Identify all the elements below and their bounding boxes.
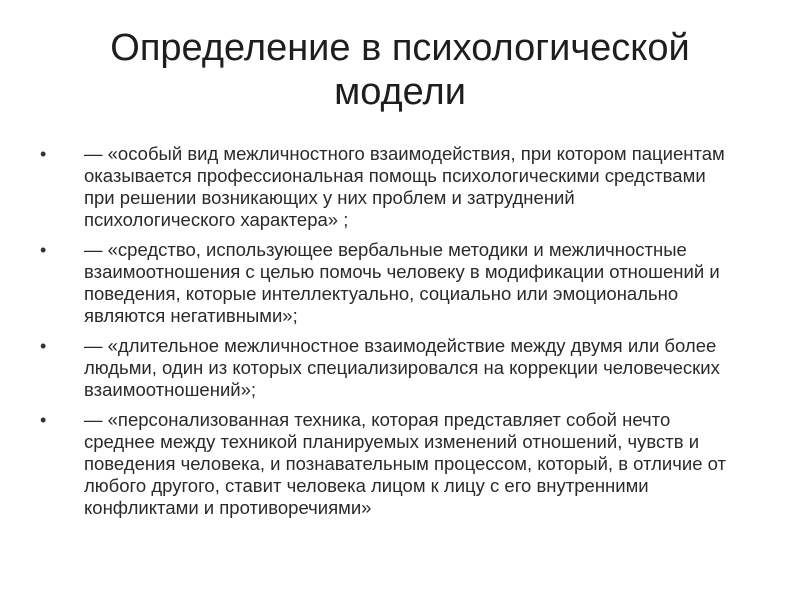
definition-text: — «длительное межличностное взаимодействие между двумя или более людьми, один из которых специализировался на коррекции человеческих взаимоотношений»; — [84, 335, 720, 400]
definition-item — [40, 143, 730, 231]
definition-item — [40, 409, 730, 519]
definition-text: — «персонализованная техника, которая представляет собой нечто среднее между техникой планируемых изменений отношений, чувств и поведения человека, и познавательным процессом, который, в отличие от любого другого, ставит человека лицом к лицу с его внутренними конфликтами и противоречиями» — [84, 409, 726, 518]
definition-item — [40, 335, 730, 401]
definition-text: — «особый вид межличностного взаимодействия, при котором пациентам оказывается профессиональная помощь психологическими средствами при решении возникающих у них проблем и затруднений психологического характера» ; — [84, 143, 725, 230]
definition-text: — «средство, использующее вербальные методики и межличностные взаимоотношения с целью помочь человеку в модификации отношений и поведения, которые интеллектуально, социально или эмоционально являются негативными»; — [84, 239, 720, 326]
definition-item — [40, 239, 730, 327]
slide-title: Определение в психологической модели — [110, 27, 690, 113]
bullet-icon: • — [40, 144, 47, 164]
bullet-icon: • — [40, 240, 47, 260]
definition-list — [40, 143, 730, 527]
bullet-icon: • — [40, 410, 47, 430]
bullet-icon: • — [40, 336, 47, 356]
